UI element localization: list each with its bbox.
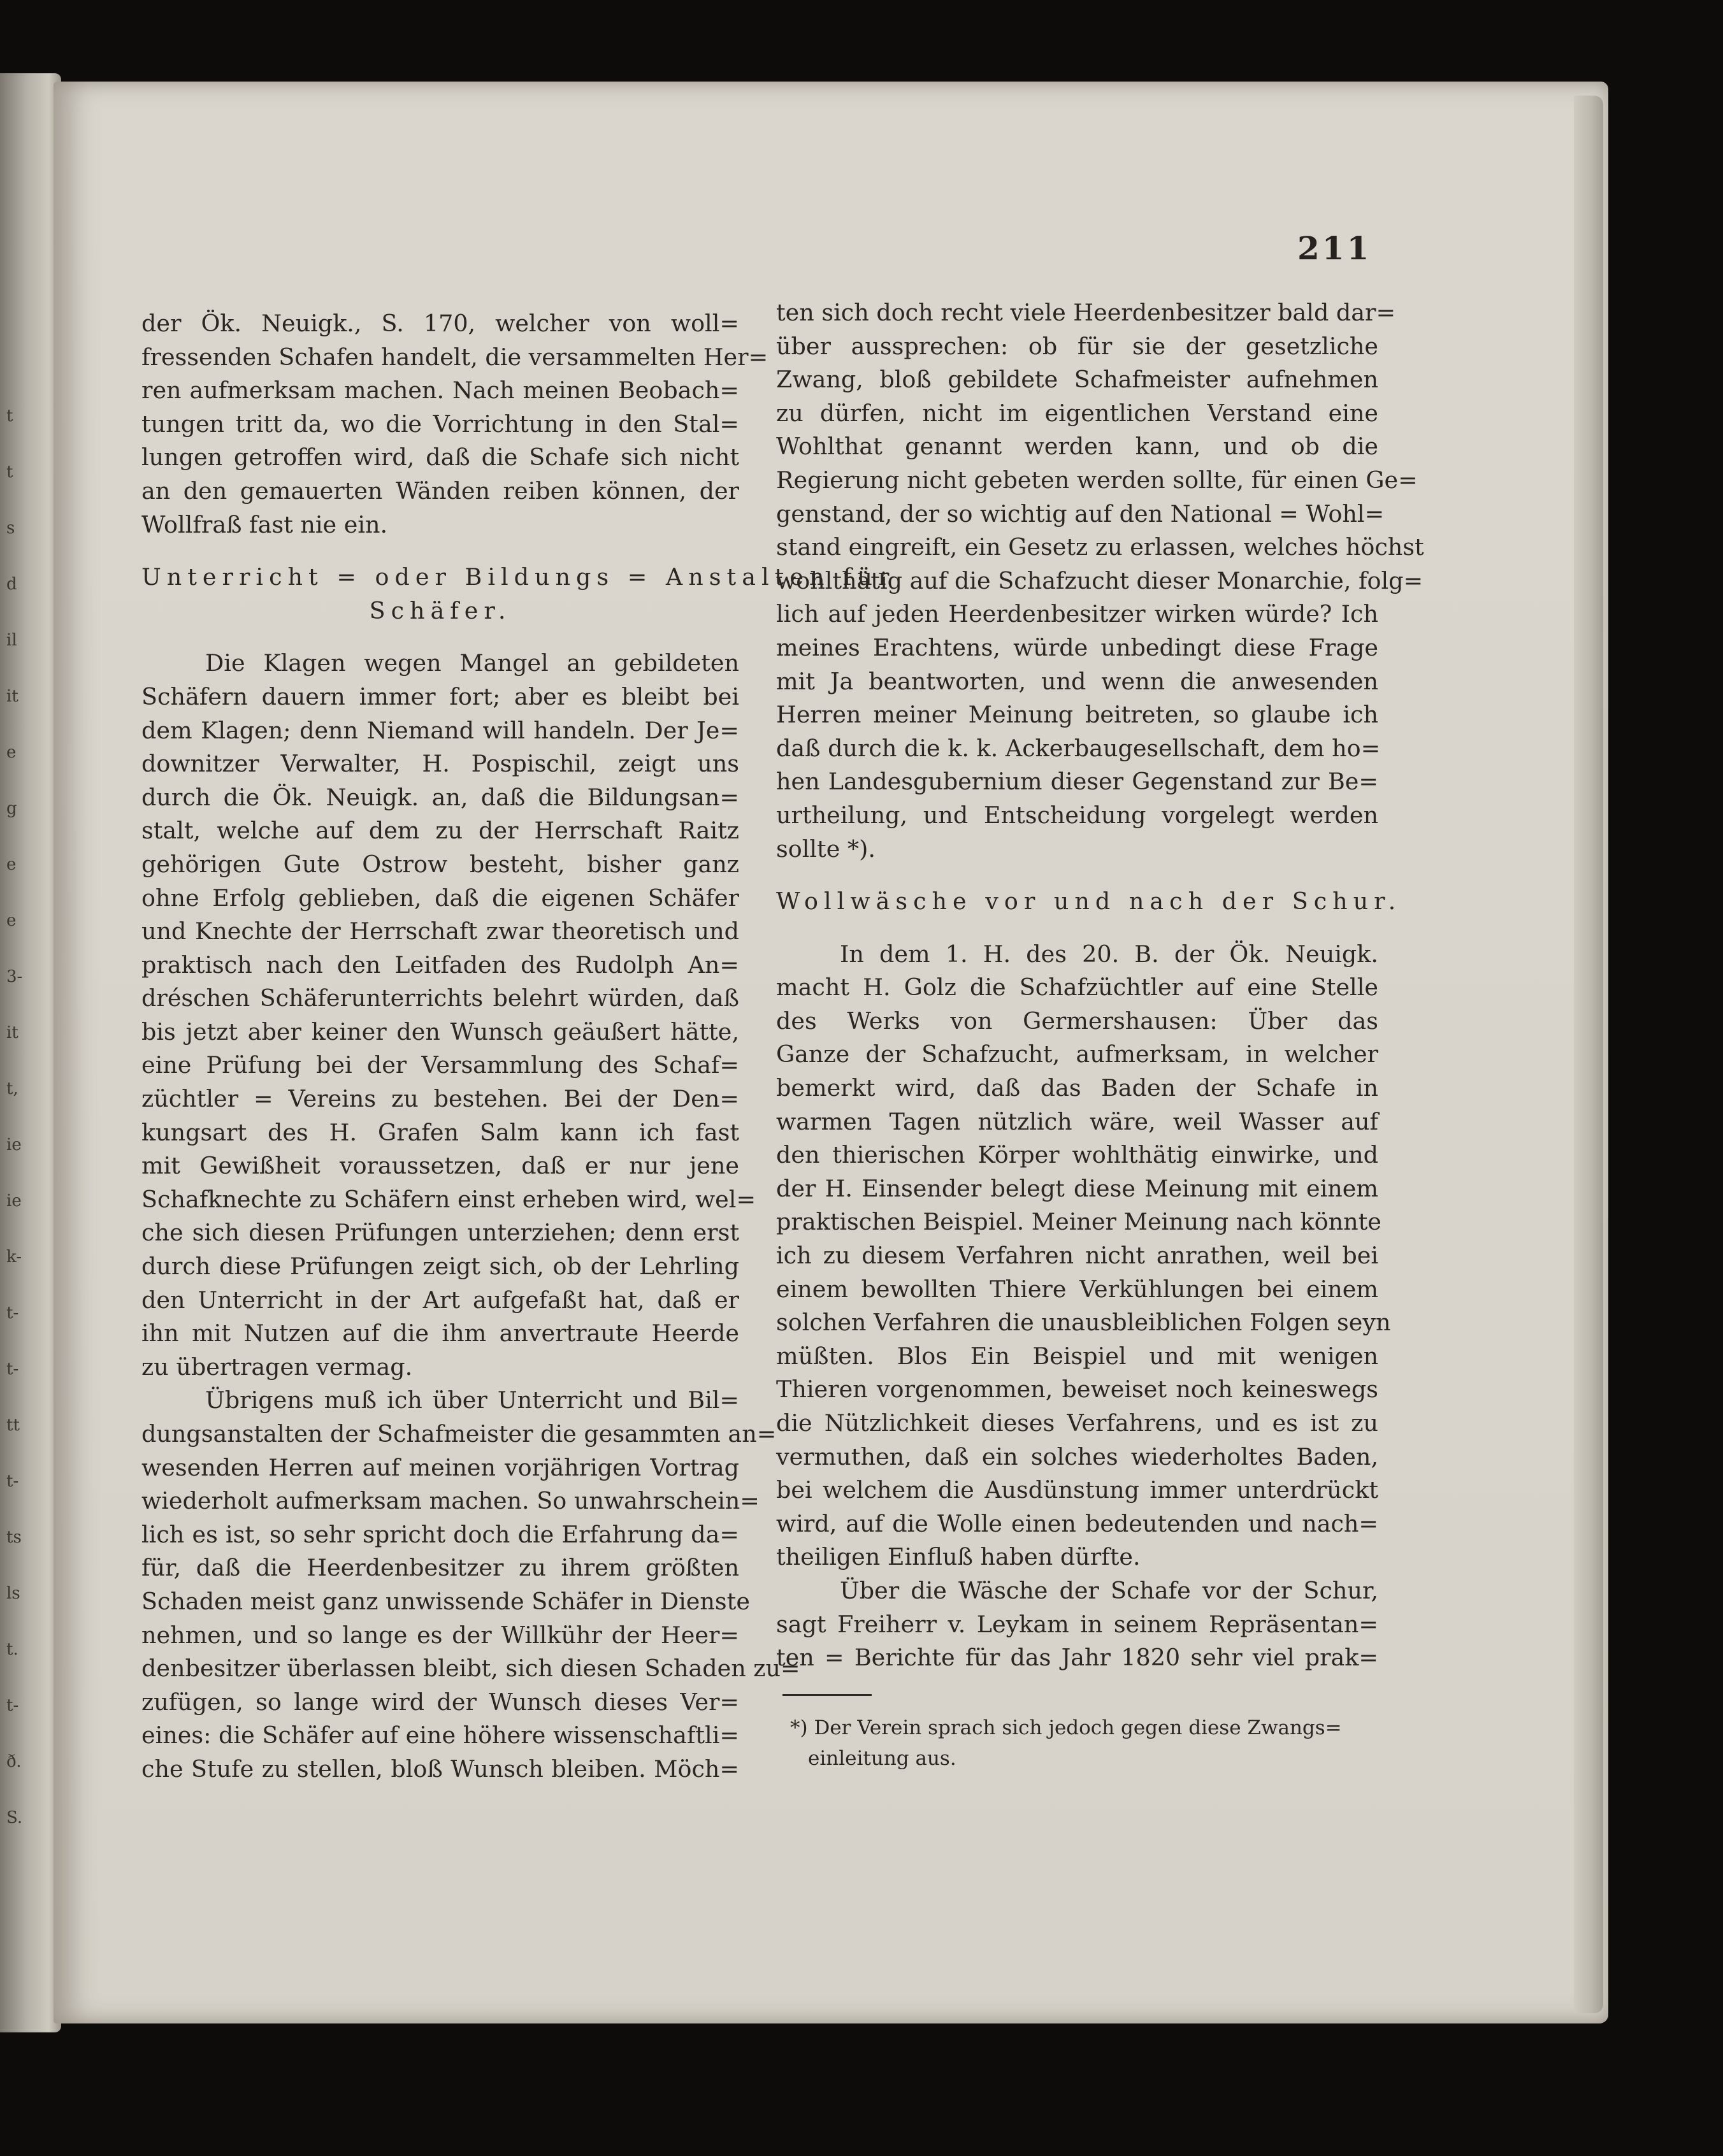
footnote-line: einleitung aus. xyxy=(808,1747,956,1770)
text-line: In dem 1. H. des 20. B. der Ök. Neuigk. xyxy=(840,940,1378,968)
left-margin-fragment: S. xyxy=(6,1808,23,1827)
left-margin-fragment: t- xyxy=(6,1360,19,1379)
text-line: der H. Einsender belegt diese Meinung mit einem xyxy=(776,1174,1378,1202)
text-line: genstand, der so wichtig auf den National = Wohl= xyxy=(776,499,1385,528)
text-line: stand eingreift, ein Gesetz zu erlassen, welches höchst xyxy=(776,533,1424,561)
paragraph-gap xyxy=(776,866,1378,885)
text-line: Herren meiner Meinung beitreten, so glaube ich xyxy=(776,701,1378,729)
text-line: Regierung nicht gebeten werden sollte, für einen Ge= xyxy=(776,466,1418,494)
left-margin-fragment: it xyxy=(6,687,18,706)
left-margin-fragment: t- xyxy=(6,1304,19,1323)
left-margin-fragment: it xyxy=(6,1023,18,1042)
text-line: zu übertragen vermag. xyxy=(141,1353,413,1381)
text-line: daß durch die k. k. Ackerbaugesellschaft, dem ho= xyxy=(776,734,1381,762)
text-line: dem Klagen; denn Niemand will handeln. Der Je= xyxy=(141,716,739,744)
text-line: Die Klagen wegen Mangel an gebildeten xyxy=(205,649,739,677)
text-line: vermuthen, daß ein solches wiederholtes Baden, xyxy=(776,1442,1378,1470)
left-margin-fragment: t. xyxy=(6,1640,18,1659)
text-line: Schäfern dauern immer fort; aber es bleibt bei xyxy=(141,682,739,710)
text-line: stalt, welche auf dem zu der Herrschaft Raitz xyxy=(141,817,739,845)
text-line: den thierischen Körper wohlthätig einwirke, und xyxy=(776,1141,1378,1169)
footnote-rule xyxy=(782,1694,872,1696)
left-margin-fragment: t xyxy=(6,406,13,426)
paragraph-gap xyxy=(776,919,1378,938)
text-line: solchen Verfahren die unausbleiblichen Folgen seyn xyxy=(776,1309,1391,1337)
text-line: sagt Freiherr v. Leykam in seinem Repräsentan= xyxy=(776,1610,1378,1638)
text-line: nehmen, und so lange es der Willkühr der Heer= xyxy=(141,1621,739,1649)
text-line: Übrigens muß ich über Unterricht und Bil= xyxy=(205,1386,739,1414)
left-margin-fragment: ð. xyxy=(6,1752,22,1771)
text-line: an den gemauerten Wänden reiben können, der xyxy=(141,477,739,505)
text-line: Zwang, bloß gebildete Schafmeister aufnehmen xyxy=(776,366,1378,394)
text-line: den Unterricht in der Art aufgefaßt hat, daß er xyxy=(141,1286,739,1314)
left-margin-fragment: 3- xyxy=(6,967,23,986)
text-line: macht H. Golz die Schafzüchtler auf eine Stelle xyxy=(776,974,1378,1002)
text-line: gehörigen Gute Ostrow besteht, bisher ganz xyxy=(141,850,739,878)
text-line: Wohlthat genannt werden kann, und ob die xyxy=(776,433,1378,461)
text-line: meines Erachtens, würde unbedingt diese Frage xyxy=(776,633,1378,661)
text-line: müßten. Blos Ein Beispiel und mit wenigen xyxy=(776,1342,1378,1370)
text-line: ten = Berichte für das Jahr 1820 sehr viel prak= xyxy=(776,1644,1378,1672)
text-column-right xyxy=(776,296,1424,1675)
left-margin-fragment: t- xyxy=(6,1472,19,1491)
text-line: urtheilung, und Entscheidung vorgelegt werden xyxy=(776,801,1378,829)
text-line: denbesitzer überlassen bleibt, sich diesen Schaden zu= xyxy=(141,1655,800,1683)
section-heading-line: Schäfer. xyxy=(369,596,512,624)
adjacent-left-page xyxy=(0,73,61,2032)
text-line: ren aufmerksam machen. Nach meinen Beobach= xyxy=(141,377,739,405)
text-line: sollte *). xyxy=(776,835,876,863)
text-line: ihn mit Nutzen auf die ihm anvertraute Heerde xyxy=(141,1319,739,1348)
text-line: che Stufe zu stellen, bloß Wunsch bleiben. Möch= xyxy=(141,1755,739,1783)
left-margin-fragment: g xyxy=(6,799,17,818)
text-line: Thieren vorgenommen, beweiset noch keineswegs xyxy=(776,1376,1378,1404)
left-margin-fragment: tt xyxy=(6,1416,20,1435)
left-margin-fragment: e xyxy=(6,855,17,874)
text-line: durch diese Prüfungen zeigt sich, ob der Lehrling xyxy=(141,1253,739,1281)
text-line: theiligen Einfluß haben dürfte. xyxy=(776,1543,1141,1571)
text-line: dungsanstalten der Schafmeister die gesammten an= xyxy=(141,1420,777,1448)
text-line: einem bewollten Thiere Verkühlungen bei einem xyxy=(776,1275,1378,1303)
section-heading-line: Wollwäsche vor und nach der Schur. xyxy=(776,888,1402,916)
text-line: kungsart des H. Grafen Salm kann ich fast xyxy=(141,1118,739,1146)
text-line: der Ök. Neuigk., S. 170, welcher von woll= xyxy=(141,310,739,337)
footnote-line: *) Der Verein sprach sich jedoch gegen diese Zwangs= xyxy=(790,1716,1342,1739)
text-line: Schaden meist ganz unwissende Schäfer in Dienste xyxy=(141,1587,750,1615)
text-line: zu dürfen, nicht im eigentlichen Verstand eine xyxy=(776,399,1378,427)
text-line: praktisch nach den Leitfaden des Rudolph An= xyxy=(141,951,739,979)
footnote xyxy=(790,1713,1376,1774)
text-line: bemerkt wird, daß das Baden der Schafe in xyxy=(776,1074,1378,1102)
text-line: für, daß die Heerdenbesitzer zu ihrem größten xyxy=(141,1554,739,1582)
text-line: ohne Erfolg geblieben, daß die eigenen Schäfer xyxy=(141,884,739,912)
left-margin-fragment: e xyxy=(6,911,17,930)
text-line: eines: die Schäfer auf eine höhere wissenschaftli= xyxy=(141,1721,739,1750)
text-line: mit Ja beantworten, und wenn die anwesenden xyxy=(776,667,1378,695)
left-margin-fragment: s xyxy=(6,519,15,538)
text-line: fressenden Schafen handelt, die versammelten Her= xyxy=(141,343,768,371)
left-margin-fragment: il xyxy=(6,631,17,650)
text-line: Über die Wäsche der Schafe vor der Schur, xyxy=(840,1576,1378,1604)
left-margin-fragment: ie xyxy=(6,1191,22,1211)
text-line: mit Gewißheit voraussetzen, daß er nur jene xyxy=(141,1152,739,1180)
text-line: Schafknechte zu Schäfern einst erheben wird, wel= xyxy=(141,1185,756,1213)
text-line: ich zu diesem Verfahren nicht anrathen, weil bei xyxy=(776,1242,1378,1270)
left-margin-fragment: k- xyxy=(6,1247,22,1267)
text-line: züchtler = Vereins zu bestehen. Bei der Den= xyxy=(141,1085,739,1113)
text-line: wiederholt aufmerksam machen. So unwahrschein= xyxy=(141,1487,760,1515)
text-line: warmen Tagen nützlich wäre, weil Wasser auf xyxy=(776,1107,1378,1135)
text-line: eine Prüfung bei der Versammlung des Schaf= xyxy=(141,1051,739,1079)
left-margin-fragment: t, xyxy=(6,1079,18,1098)
text-line: bei welchem die Ausdünstung immer unterdrückt xyxy=(776,1476,1378,1504)
left-margin-fragment: e xyxy=(6,743,17,762)
text-line: Ganze der Schafzucht, aufmerksam, in welcher xyxy=(776,1040,1378,1068)
page-edge-right xyxy=(1574,96,1603,2013)
text-line: wird, auf die Wolle einen bedeutenden und nach= xyxy=(776,1509,1378,1537)
text-line: zufügen, so lange wird der Wunsch dieses Ver= xyxy=(141,1688,739,1716)
section-heading-line: Unterricht = oder Bildungs = Anstalten für xyxy=(141,563,895,591)
left-margin-fragment: ts xyxy=(6,1528,22,1547)
paragraph-gap xyxy=(141,542,739,561)
text-line: wesenden Herren auf meinen vorjährigen Vortrag xyxy=(141,1453,739,1481)
left-margin-fragment: t- xyxy=(6,1696,19,1715)
text-line: wohlthätig auf die Schafzucht dieser Monarchie, folg= xyxy=(776,566,1424,594)
text-line: che sich diesen Prüfungen unterziehen; denn erst xyxy=(141,1219,739,1247)
text-line: downitzer Verwalter, H. Pospischil, zeigt uns xyxy=(141,750,739,778)
text-line: über aussprechen: ob für sie der gesetzliche xyxy=(776,332,1378,360)
text-line: lungen getroffen wird, daß die Schafe sich nicht xyxy=(141,443,739,471)
left-margin-fragment: ls xyxy=(6,1584,20,1603)
left-margin-fragment: ie xyxy=(6,1135,22,1154)
text-line: die Nützlichkeit dieses Verfahrens, und es ist zu xyxy=(776,1409,1378,1437)
page-number: 211 xyxy=(1297,229,1372,267)
paragraph-gap xyxy=(141,628,739,647)
text-line: durch die Ök. Neuigk. an, daß die Bildungsan= xyxy=(141,783,739,811)
text-line: bis jetzt aber keiner den Wunsch geäußert hätte, xyxy=(141,1017,739,1046)
text-line: ten sich doch recht viele Heerdenbesitzer bald dar= xyxy=(776,299,1396,326)
text-line: praktischen Beispiel. Meiner Meinung nach könnte xyxy=(776,1208,1381,1236)
text-line: tungen tritt da, wo die Vorrichtung in den Stal= xyxy=(141,410,739,438)
text-line: hen Landesgubernium dieser Gegenstand zur Be= xyxy=(776,768,1378,796)
text-line: dréschen Schäferunterrichts belehrt würden, daß xyxy=(141,984,739,1012)
text-line: des Werks von Germershausen: Über das xyxy=(776,1007,1378,1035)
left-margin-fragment: t xyxy=(6,463,13,482)
text-line: und Knechte der Herrschaft zwar theoretisch und xyxy=(141,917,739,945)
text-line: lich es ist, so sehr spricht doch die Erfahrung da= xyxy=(141,1520,739,1548)
text-line: lich auf jeden Heerdenbesitzer wirken würde? Ich xyxy=(776,600,1378,628)
text-line: Wollfraß fast nie ein. xyxy=(141,510,388,538)
left-margin-fragment: d xyxy=(6,575,17,594)
